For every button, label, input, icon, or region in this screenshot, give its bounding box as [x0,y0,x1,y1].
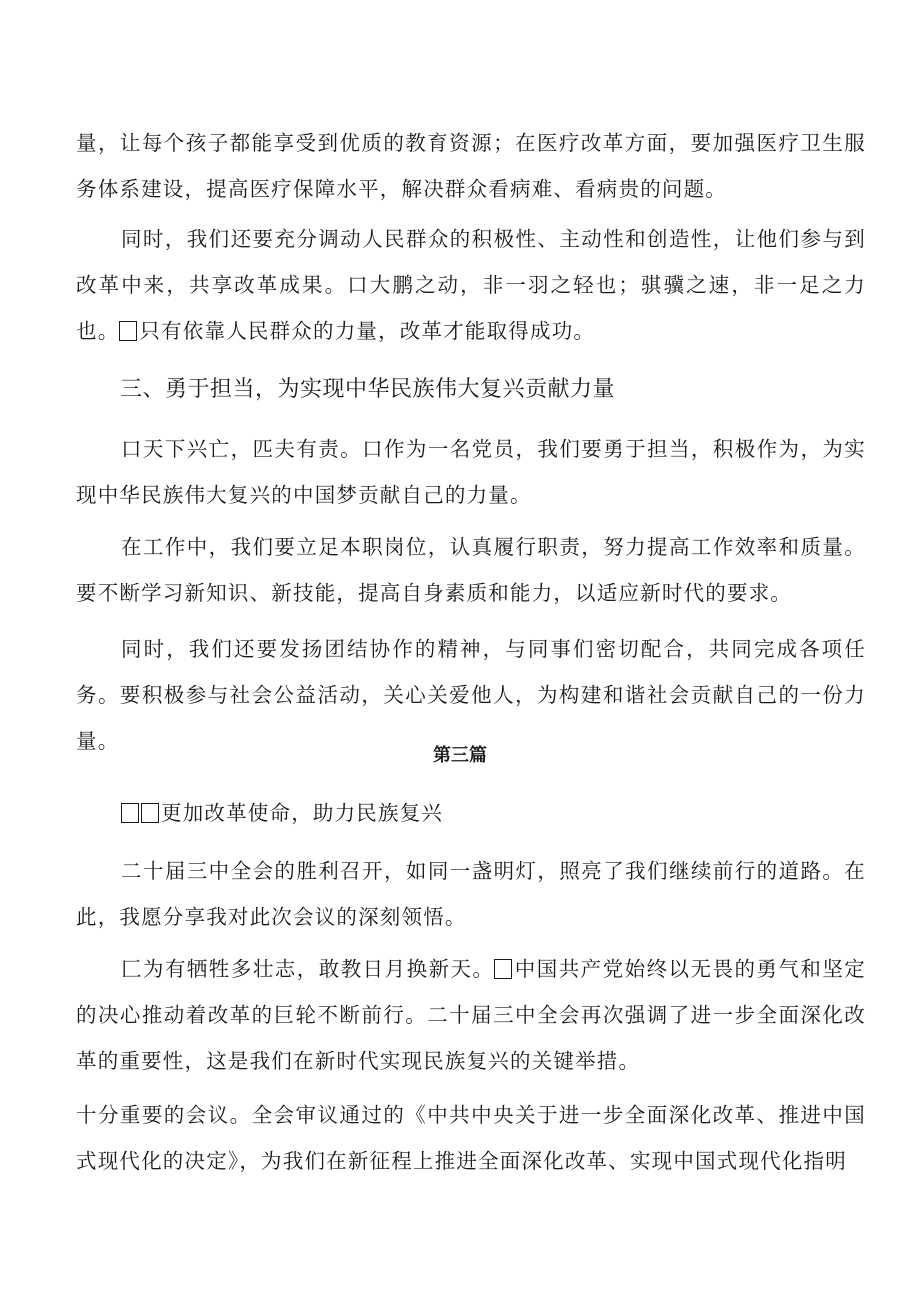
paragraph-mobilize-people-conclusion: 只有依靠人民群众的力量，改革才能取得成功。 [139,319,596,343]
missing-glyph-box-icon [141,803,159,823]
section-heading-take-responsibility: 三、勇于担当，为实现中华民族伟大复兴贡献力量 [120,377,616,402]
paragraph-reform-courage-quote: 匚为有牺牲多壮志，敢教日月换新天。 [121,957,495,981]
paragraph-party-member-duty: 口天下兴亡，匹夫有责。口作为一名党员，我们要勇于担当，积极作为，为实现中华民族伟大复兴的中国梦贡献自己的力量。 [76,437,866,507]
article-section-title: 第三篇 [433,745,487,766]
paragraph-reform-courage-text: 中国共产党始终以无畏的勇气和坚定的决心推动着改革的巨轮不断前行。二十届三中全会再次强调了进一步全面深化改革的重要性，这是我们在新时代实现民族复兴的关键举措。 [76,957,866,1073]
paragraph-reform-courage [76,946,866,1084]
paragraph-teamwork: 同时，我们还要发扬团结协作的精神，与同事们密切配合，共同完成各项任务。要积极参与社会公益活动，关心关爱他人，为构建和谐社会贡献自己的一份力量。 [76,637,866,753]
paragraph-plenary-session: 二十届三中全会的胜利召开，如同一盏明灯，照亮了我们继续前行的道路。在此，我愿分享我对此次会议的深刻领悟。 [76,859,866,929]
paragraph-important-meeting: 十分重要的会议。全会审议通过的《中共中央关于进一步全面深化改革、推进中国式现代化的决定》，为我们在新征程上推进全面深化改革、实现中国式现代化指明 [76,1103,866,1173]
missing-glyph-box-icon [119,321,137,341]
missing-glyph-box-icon [121,803,139,823]
paragraph-work-efficiency: 在工作中，我们要立足本职岗位，认真履行职责，努力提高工作效率和质量。要不断学习新知识、新技能，提高自身素质和能力，以适应新时代的要求。 [76,535,866,605]
missing-glyph-box-icon [494,959,512,979]
paragraph-mobilize-people [76,216,866,354]
paragraph-subtitle [76,790,866,836]
paragraph-subtitle-text: 更加改革使命，助力民族复兴 [161,801,444,825]
paragraph-education-healthcare: 量，让每个孩子都能享受到优质的教育资源；在医疗改革方面，要加强医疗卫生服务体系建设，提高医疗保障水平，解决群众看病难、看病贵的问题。 [76,131,866,201]
paragraph-mobilize-people-text: 同时，我们还要充分调动人民群众的积极性、主动性和创造性，让他们参与到改革中来，共享改革成果。口大鹏之动，非一羽之轻也；骐骥之速，非一足之力也。 [76,227,866,343]
